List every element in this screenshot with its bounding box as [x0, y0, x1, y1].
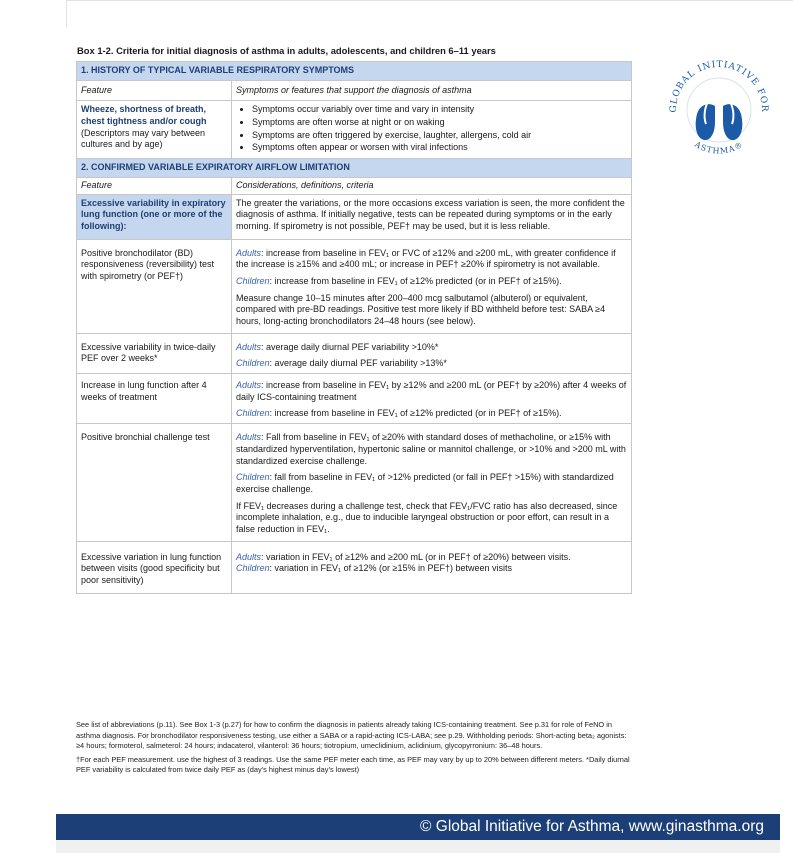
section-1-heading: 1. HISTORY OF TYPICAL VARIABLE RESPIRATORY SYMPTOMS [77, 62, 632, 81]
footnotes [76, 720, 636, 779]
symptom-list [236, 104, 627, 154]
section-1-header-row [77, 62, 632, 81]
table-row [77, 194, 632, 239]
adults-label: Adults [236, 341, 262, 352]
table-row [77, 239, 632, 333]
section-2-column-row [77, 177, 632, 194]
bd-feature: Positive bronchodilator (BD) responsiveness (reversibility) test with spirometry (or PEF†) [77, 239, 232, 333]
visits-children-text: : variation in FEV₁ of ≥12% (or ≥15% in PEF†) between visits [269, 563, 513, 574]
pef-feature: Excessive variability in twice-daily PEF over 2 weeks* [77, 333, 232, 373]
challenge-adults-text: : Fall from baseline in FEV₁ of ≥20% with standard doses of methacholine, or ≥15% with standardized hyperventilation, hypertonic saline or mannitol challenge, or >10% and >200 mL with standardized exercise challenge. [236, 432, 626, 466]
treatment-adults-text: : increase from baseline in FEV₁ by ≥12% and ≥200 mL (or PEF† by ≥20%) after 4 weeks of daily ICS-containing treatment [236, 380, 627, 402]
symptoms-feature: Wheeze, shortness of breath, chest tightness and/or cough [81, 104, 207, 127]
column-feature: Feature [77, 80, 232, 101]
children-label: Children [236, 358, 270, 369]
variability-intro-text: The greater the variations, or the more occasions excess variation is seen, the more confident the diagnosis of asthma. If initially negative, tests can be repeated during symptoms or in the early morning. If spirometry is not possible, PEF† may be used, but it is less reliable. [232, 194, 632, 239]
section-2-header-row [77, 159, 632, 178]
box-title: Box 1-2. Criteria for initial diagnosis of asthma in adults, adolescents, and children 6–11 years [77, 45, 496, 56]
visits-feature: Excessive variation in lung function between visits (good specificity but poor sensitivity) [77, 541, 232, 593]
bottom-strip [56, 840, 780, 853]
table-row [77, 541, 632, 593]
adults-label: Adults [236, 432, 262, 443]
criteria-table [76, 61, 632, 594]
copyright-banner [56, 814, 780, 840]
page-frame [66, 0, 793, 27]
logo-text-top: GLOBAL INITIATIVE FOR [668, 59, 770, 113]
variability-intro-feature: Excessive variability in expiratory lung function (one or more of the following): [77, 194, 232, 239]
section-1-column-row [77, 80, 632, 101]
table-row [77, 333, 632, 373]
bd-measure-text: Measure change 10–15 minutes after 200–400 mcg salbutamol (albuterol) or equivalent, compared with pre-BD readings. Positive test more likely if BD withheld before test: SABA ≥4 hours, long-acting bronchodilators 24–48 hours (see below). [236, 292, 606, 326]
children-label: Children [236, 472, 270, 483]
pef-children-text: : average daily diurnal PEF variability >13%* [269, 358, 447, 369]
column-feature: Feature [77, 177, 232, 194]
list-item: • Symptoms often appear or worsen with viral infections [252, 142, 627, 154]
challenge-feature: Positive bronchial challenge test [77, 424, 232, 542]
adults-label: Adults [236, 380, 262, 391]
bd-adults-text: : increase from baseline in FEV₁ or FVC of ≥12% and ≥200 mL, with greater confidence if the increase is ≥15% and ≥400 mL; or increase in PEF† ≥20% if spirometry is not available. [236, 247, 616, 270]
challenge-children-text: : fall from baseline in FEV₁ of >12% predicted (or fall in PEF† >15%) with standardized exercise challenge. [236, 472, 614, 494]
pef-adults-text: : average daily diurnal PEF variability >10%* [261, 341, 439, 352]
list-item: • Symptoms are often worse at night or on waking [252, 117, 627, 129]
challenge-note-text: If FEV₁ decreases during a challenge test, check that FEV₁/FVC ratio has also decreased, since incomplete inhalation, e.g., due to inducible laryngeal obstruction or poor effort, can result in a false reduction in FEV₁. [236, 500, 618, 534]
visits-adults-text: : variation in FEV₁ of ≥12% and ≥200 mL (or in PEF† of ≥20%) between visits. [261, 551, 571, 562]
footnote: †For each PEF measurement. use the highest of 3 readings. Use the same PEF meter each time, as PEF may vary by up to 20% between different meters. *Daily diurnal PEF variability is calculated from twice daily PEF as (day’s highest minus day’s lowest) [76, 754, 630, 775]
treatment-feature: Increase in lung function after 4 weeks of treatment [77, 374, 232, 424]
treatment-children-text: : increase from baseline in FEV₁ of ≥12% predicted (or in PEF† of ≥15%). [269, 408, 562, 419]
table-row [77, 101, 632, 159]
gina-logo-icon [664, 48, 774, 166]
adults-label: Adults [236, 247, 262, 258]
section-2-heading: 2. CONFIRMED VARIABLE EXPIRATORY AIRFLOW LIMITATION [77, 159, 632, 178]
logo-text-bottom: ASTHMA® [693, 139, 745, 156]
list-item: • Symptoms are often triggered by exercise, laughter, allergens, cold air [252, 130, 627, 142]
column-detail: Symptoms or features that support the diagnosis of asthma [232, 80, 632, 101]
copyright-text: © Global Initiative for Asthma, www.ginasthma.org [420, 818, 764, 835]
children-label: Children [236, 408, 270, 419]
children-label: Children [236, 563, 270, 574]
column-detail: Considerations, definitions, criteria [232, 177, 632, 194]
children-label: Children [236, 275, 270, 286]
table-row [77, 374, 632, 424]
list-item: • Symptoms occur variably over time and vary in intensity [252, 104, 627, 116]
table-row [77, 424, 632, 542]
adults-label: Adults [236, 551, 262, 562]
symptoms-feature-note: (Descriptors may vary between cultures and by age) [81, 127, 206, 150]
bd-children-text: : increase from baseline in FEV₁ of ≥12% predicted (or in PEF† of ≥15%). [269, 275, 562, 286]
footnote: See list of abbreviations (p.11). See Box 1-3 (p.27) for how to confirm the diagnosis in patients already taking ICS-containing treatment. See p.31 for role of FeNO in asthma diagnosis. For bronchodilator responsiveness testing, use either a SABA or a rapid-acting ICS-LABA; see p.29. Withholding periods: Short-acting beta₂ agonists: ≥4 hours; formoterol, salmeterol: 24 hours; indacaterol, vilanterol: 36 hours; tiotropium, umeclidinium, aclidinium, glycopyrronium: 36–48 hours. [76, 720, 627, 751]
